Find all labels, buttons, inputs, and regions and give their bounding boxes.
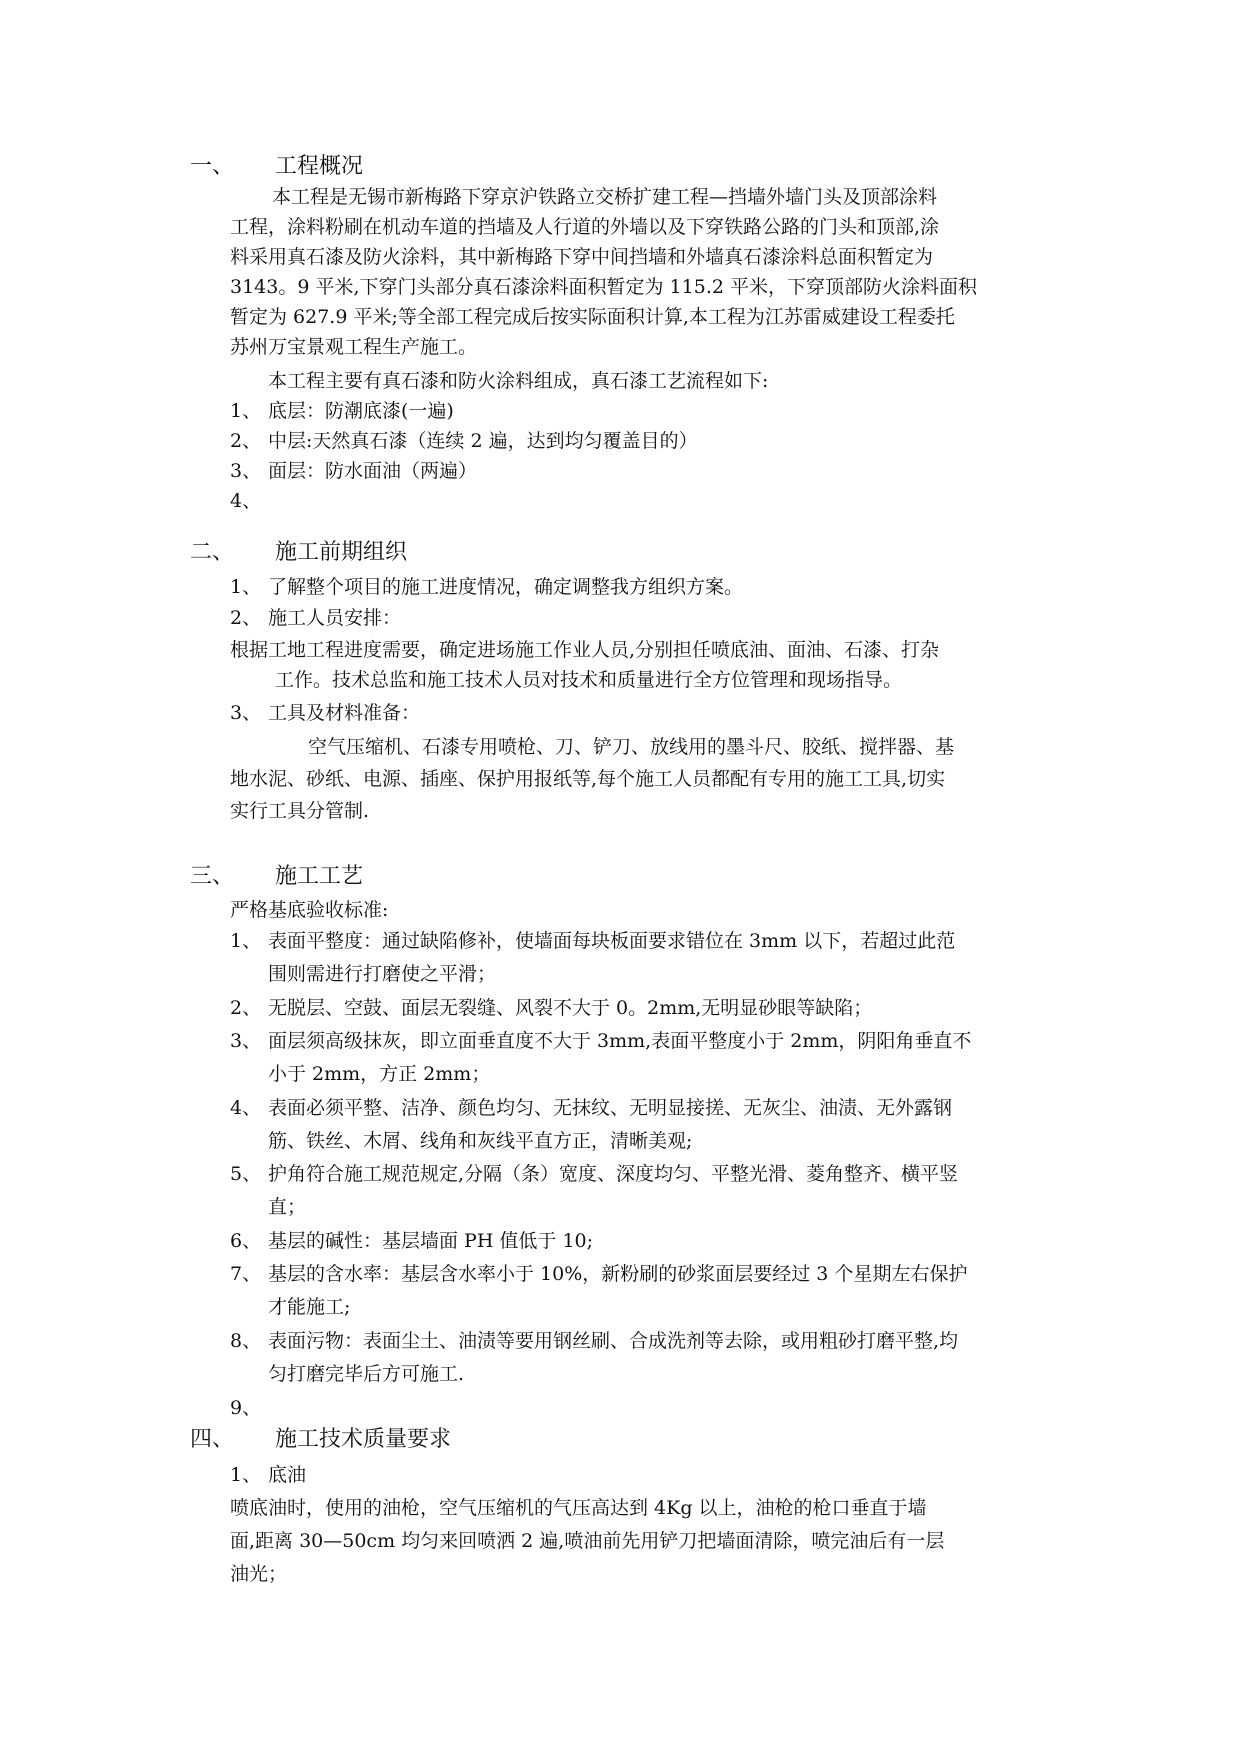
list-item-text: 表面平整度：通过缺陷修补，使墙面每块板面要求错位在 3mm 以下，若超过此范 (268, 930, 956, 952)
list-item-number: 4、 (230, 1097, 262, 1119)
list-item-continuation: 匀打磨完毕后方可施工. (268, 1363, 465, 1385)
list-item-number: 1、 (230, 930, 262, 952)
list-item-number: 3、 (230, 1030, 262, 1052)
paragraph-line: 工程，涂料粉刷在机动车道的挡墙及人行道的外墙以及下穿铁路公路的门头和顶部,涂 (230, 216, 940, 238)
list-item-text: 底油 (268, 1464, 307, 1486)
list-item-text: 表面污物：表面尘土、油渍等要用钢丝刷、合成洗剂等去除，或用粗砂打磨平整,均 (268, 1330, 959, 1352)
list-item-continuation: 小于 2mm，方正 2mm； (268, 1063, 491, 1085)
list-item-continuation: 围则需进行打磨使之平滑； (268, 963, 497, 985)
list-item-number: 2、 (230, 607, 262, 629)
paragraph-line: 暂定为 627.9 平米;等全部工程完成后按实际面积计算,本工程为江苏雷威建设工程委托 (230, 306, 955, 328)
list-item-number: 2、 (230, 430, 262, 452)
paragraph-line: 3143。9 平米,下穿门头部分真石漆涂料面积暂定为 115.2 平米，下穿顶部防火涂料面积 (230, 276, 977, 298)
list-item-text: 基层的含水率：基层含水率小于 10%，新粉刷的砂浆面层要经过 3 个星期左右保护 (268, 1263, 968, 1285)
list-item-text: 了解整个项目的施工进度情况，确定调整我方组织方案。 (268, 576, 744, 598)
paragraph-line: 空气压缩机、石漆专用喷枪、刀、铲刀、放线用的墨斗尺、胶纸、搅拌器、基 (308, 736, 955, 758)
paragraph-line: 根据工地工程进度需要，确定进场施工作业人员,分别担任喷底油、面油、石漆、打杂 (230, 639, 940, 661)
paragraph-line: 工作。技术总监和施工技术人员对技术和质量进行全方位管理和现场指导。 (275, 669, 903, 691)
list-item-text: 底层：防潮底漆(一遍) (268, 400, 454, 422)
list-item-text: 面层：防水面油（两遍） (268, 460, 478, 482)
list-item-number: 1、 (230, 400, 262, 422)
list-item-number: 2、 (230, 997, 262, 1019)
paragraph-line: 喷底油时，使用的油枪，空气压缩机的气压高达到 4Kg 以上，油枪的枪口垂直于墙 (230, 1497, 927, 1519)
section-title: 施工工艺 (275, 864, 364, 889)
paragraph-line: 地水泥、砂纸、电源、插座、保护用报纸等,每个施工人员都配有专用的施工工具,切实 (230, 768, 946, 790)
list-item-text: 表面必须平整、洁净、颜色均匀、无抹纹、无明显接搓、无灰尘、油渍、无外露钢 (268, 1097, 953, 1119)
section-number: 一、 (190, 154, 235, 179)
list-item-text: 面层须高级抹灰，即立面垂直度不大于 3mm,表面平整度小于 2mm，阴阳角垂直不 (268, 1030, 972, 1052)
section-number: 三、 (190, 864, 235, 889)
list-item-number: 6、 (230, 1230, 262, 1252)
list-item-number: 1、 (230, 576, 262, 598)
paragraph-line: 本工程主要有真石漆和防火涂料组成，真石漆工艺流程如下: (268, 370, 769, 392)
list-item-number: 9、 (230, 1397, 262, 1419)
list-item-number: 1、 (230, 1464, 262, 1486)
list-item-number: 5、 (230, 1163, 262, 1185)
list-item-number: 8、 (230, 1330, 262, 1352)
list-item-text: 无脱层、空鼓、面层无裂缝、风裂不大于 0。2mm,无明显砂眼等缺陷； (268, 997, 873, 1019)
paragraph-line: 油光； (230, 1563, 288, 1585)
section-title: 施工技术质量要求 (275, 1427, 452, 1452)
list-item-continuation: 筋、铁丝、木屑、线角和灰线平直方正，清晰美观; (268, 1130, 693, 1152)
list-item-number: 3、 (230, 702, 262, 724)
section-number: 二、 (190, 540, 235, 565)
list-item-number: 3、 (230, 460, 262, 482)
paragraph-line: 面,距离 30—50cm 均匀来回喷洒 2 遍,喷油前先用铲刀把墙面清除，喷完油后有一层 (230, 1530, 945, 1552)
list-item-text: 施工人员安排： (268, 607, 402, 629)
list-item-continuation: 才能施工; (268, 1296, 351, 1318)
list-item-number: 7、 (230, 1263, 262, 1285)
paragraph-line: 实行工具分管制. (230, 800, 370, 822)
section-title: 工程概况 (275, 154, 364, 179)
paragraph-line: 本工程是无锡市新梅路下穿京沪铁路立交桥扩建工程—挡墙外墙门头及顶部涂料 (272, 186, 938, 208)
list-item-text: 护角符合施工规范规定,分隔（条）宽度、深度均匀、平整光滑、菱角整齐、横平竖 (268, 1163, 959, 1185)
section-number: 四、 (190, 1427, 235, 1452)
list-item-text: 基层的碱性：基层墙面 PH 值低于 10; (268, 1230, 594, 1252)
list-item-continuation: 直； (268, 1196, 307, 1218)
paragraph-line: 苏州万宝景观工程生产施工。 (230, 336, 478, 358)
list-item-text: 工具及材料准备： (268, 702, 421, 724)
section-title: 施工前期组织 (275, 540, 408, 565)
list-item-number: 4、 (230, 490, 262, 512)
paragraph-line: 料采用真石漆及防火涂料，其中新梅路下穿中间挡墙和外墙真石漆涂料总面积暂定为 (230, 246, 934, 268)
paragraph-line: 严格基底验收标准: (230, 899, 389, 921)
list-item-text: 中层:天然真石漆（连续 2 遍，达到均匀覆盖目的） (268, 430, 698, 452)
